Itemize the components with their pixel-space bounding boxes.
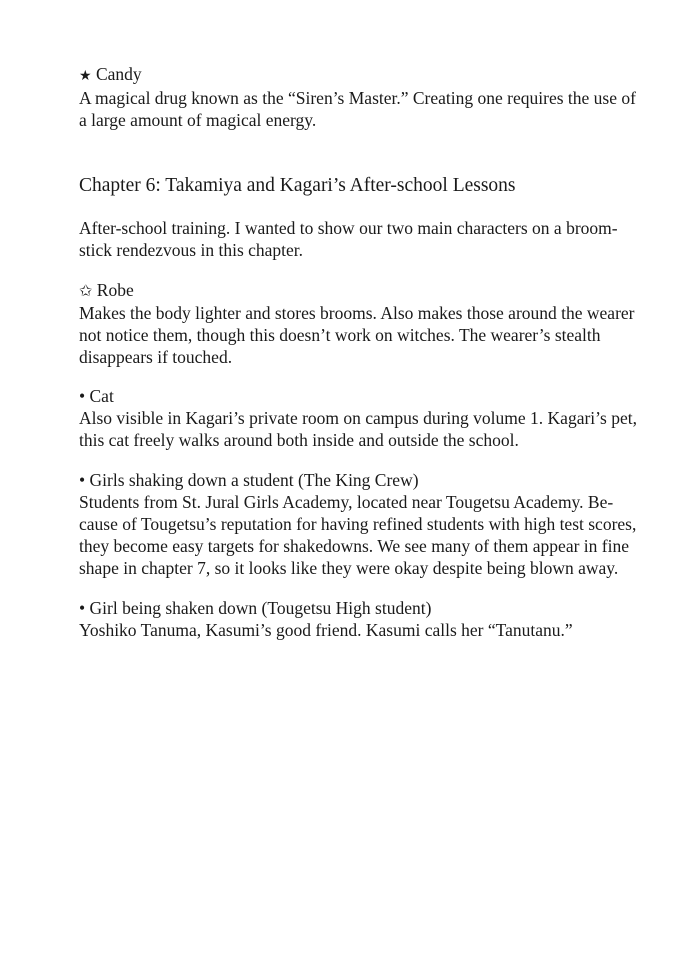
robe-desc-line: disappears if touched. xyxy=(79,347,233,367)
robe-title-line xyxy=(79,279,635,302)
candy-desc-line: A magical drug known as the “Siren’s Master.” Creating one requires the use of xyxy=(79,88,636,108)
chapter-intro-line: stick rendezvous in this chapter. xyxy=(79,240,304,260)
king-crew-title: • Girls shaking down a student (The King Crew) xyxy=(79,470,419,490)
candy-title-line xyxy=(79,63,636,87)
robe-desc-line: Makes the body lighter and stores brooms. Also makes those around the wearer xyxy=(79,303,635,323)
cat-entry xyxy=(79,385,637,451)
outline-star-icon: ✩ xyxy=(79,281,93,300)
king-crew-desc-line: shape in chapter 7, so it looks like they were okay despite being blown away. xyxy=(79,558,619,578)
candy-title: Candy xyxy=(95,64,142,84)
king-crew-desc-line: cause of Tougetsu’s reputation for having refined students with high test scores, xyxy=(79,514,637,534)
chapter-intro xyxy=(79,217,618,261)
cat-title: • Cat xyxy=(79,386,114,406)
king-crew-desc-line: Students from St. Jural Girls Academy, located near Tougetsu Academy. Be- xyxy=(79,492,614,512)
tanuma-entry xyxy=(79,597,573,641)
robe-entry xyxy=(79,279,635,368)
chapter-heading xyxy=(79,173,516,199)
robe-desc-line: not notice them, though this doesn’t work on witches. The wearer’s stealth xyxy=(79,325,601,345)
king-crew-desc-line: they become easy targets for shakedowns. We see many of them appear in fine xyxy=(79,536,629,556)
tanuma-desc-line: Yoshiko Tanuma, Kasumi’s good friend. Kasumi calls her “Tanutanu.” xyxy=(79,620,573,640)
cat-desc-line: Also visible in Kagari’s private room on campus during volume 1. Kagari’s pet, xyxy=(79,408,637,428)
black-star-icon: ★ xyxy=(79,68,92,84)
king-crew-entry xyxy=(79,469,636,579)
chapter-title: Chapter 6: Takamiya and Kagari’s After-school Lessons xyxy=(79,175,516,196)
chapter-intro-line: After-school training. I wanted to show our two main characters on a broom- xyxy=(79,218,618,238)
candy-entry xyxy=(79,63,636,131)
tanuma-title: • Girl being shaken down (Tougetsu High student) xyxy=(79,598,432,618)
robe-title: Robe xyxy=(96,280,134,300)
candy-desc-line: a large amount of magical energy. xyxy=(79,110,317,130)
cat-desc-line: this cat freely walks around both inside and outside the school. xyxy=(79,430,519,450)
